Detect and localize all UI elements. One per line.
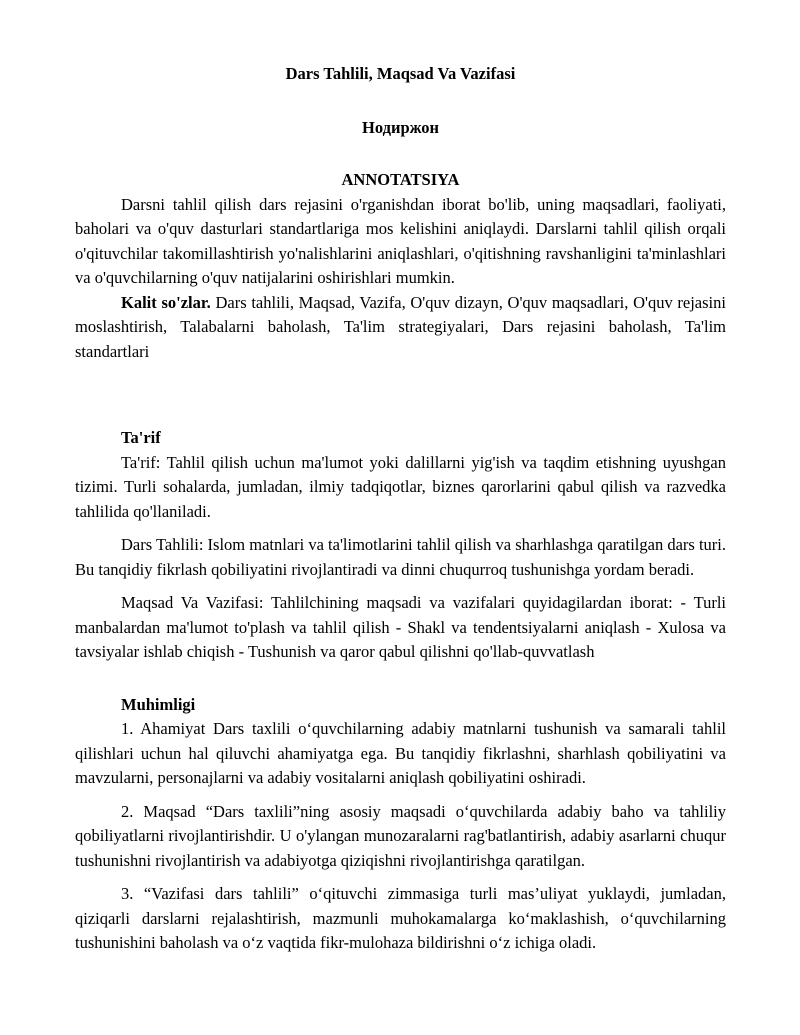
spacer bbox=[75, 791, 726, 800]
document-author: Нодиржон bbox=[362, 117, 439, 137]
keywords-label: Kalit so'zlar. bbox=[121, 292, 211, 312]
spacer bbox=[75, 665, 726, 693]
spacer bbox=[75, 524, 726, 533]
section-heading-muhimligi: Muhimligi bbox=[121, 694, 196, 714]
keywords-text: Dars tahlili, Maqsad, Vazifa, O'quv dizayn, O'quv maqsadlari, O'quv rejasini moslashtirish, Talabalarni baholash, Ta'lim strategiyalari, Dars rejasini baholash, Ta'lim standartlari bbox=[75, 292, 726, 361]
section-paragraph: 1. Ahamiyat Dars taxlili o‘quvchilarning adabiy matnlarni tushunish va samarali tahlil qilishlari uchun hal qiluvchi ahamiyatga ega. Bu tanqidiy fikrlashni, sharhlash qobiliyatini va mavzularni, personajlarni va adabiy vositalarni aniqlash qobiliyatini oshiradi. bbox=[75, 719, 726, 787]
section-paragraph: Dars Tahlili: Islom matnlari va ta'limotlarini tahlil qilish va sharhlashga qaratilgan dars turi. Bu tanqidiy fikrlash qobiliyatini rivojlantiradi va dinni chuqurroq tushunishga yordam beradi. bbox=[75, 535, 726, 579]
spacer bbox=[75, 364, 726, 426]
document-title: Dars Tahlili, Maqsad Va Vazifasi bbox=[285, 64, 516, 83]
section-paragraph: 3. “Vazifasi dars tahlili” o‘qituvchi zimmasiga turli mas’uliyat yuklaydi, jumladan, qiziqarli darslarni rejalashtirish, mazmunli muhokamalarga ko‘maklashish, o‘quvchilarning tushunishini baholash va o‘z vaqtida fikr-mulohaza bildirishni o‘z ichiga oladi. bbox=[75, 884, 726, 952]
annotation-paragraph: Darsni tahlil qilish dars rejasini o'rganishdan iborat bo'lib, uning maqsadlari, faoliyati, baholari va o'quv dasturlari standartlariga mos kelishini aniqlaydi. Darslarni tahlil qilish orqali o'qituvchilar takomillashtirish yo'nalishlarini aniqlashlari, o'qitishning ravshanligini ta'minlashlari va o'quvchilarning o'quv natijalarini oshirishlari mumkin. bbox=[75, 194, 726, 287]
section-paragraph: Ta'rif: Tahlil qilish uchun ma'lumot yoki dalillarni yig'ish va taqdim etishning uyushgan tizimi. Turli sohalarda, jumladan, ilmiy tadqiqotlar, biznes qarorlarini qabul qilish va razvedka tahlilida qo'llaniladi. bbox=[75, 452, 726, 521]
section-paragraph: Maqsad Va Vazifasi: Tahlilchining maqsadi va vazifalari quyidagilardan iborat: - Turli manbalardan ma'lumot to'plash va tahlil qilish - Shakl va tendentsiyalarni aniqlash - Xulosa va tavsiyalar ishlab chiqish - Tushunish va qaror qabul qilishni qo'llab-quvvatlash bbox=[75, 593, 726, 661]
document-body bbox=[75, 62, 726, 956]
section-heading-tarif: Ta'rif bbox=[121, 428, 161, 447]
keywords-paragraph bbox=[75, 291, 726, 365]
spacer bbox=[75, 582, 726, 591]
annotation-heading: ANNOTATSIYA bbox=[341, 170, 460, 189]
section-paragraph: 2. Maqsad “Dars taxlili”ning asosiy maqsadi o‘quvchilarda adabiy baho va tahliliy qobiliyatlarni rivojlantirishdir. U o'ylangan munozaralarni rag'batlantirish, adabiy asarlarni chuqur tushunishni rivojlantirish va adabiyotga qiziqishni rivojlantirishga qaratilgan. bbox=[75, 801, 726, 870]
spacer bbox=[75, 873, 726, 882]
